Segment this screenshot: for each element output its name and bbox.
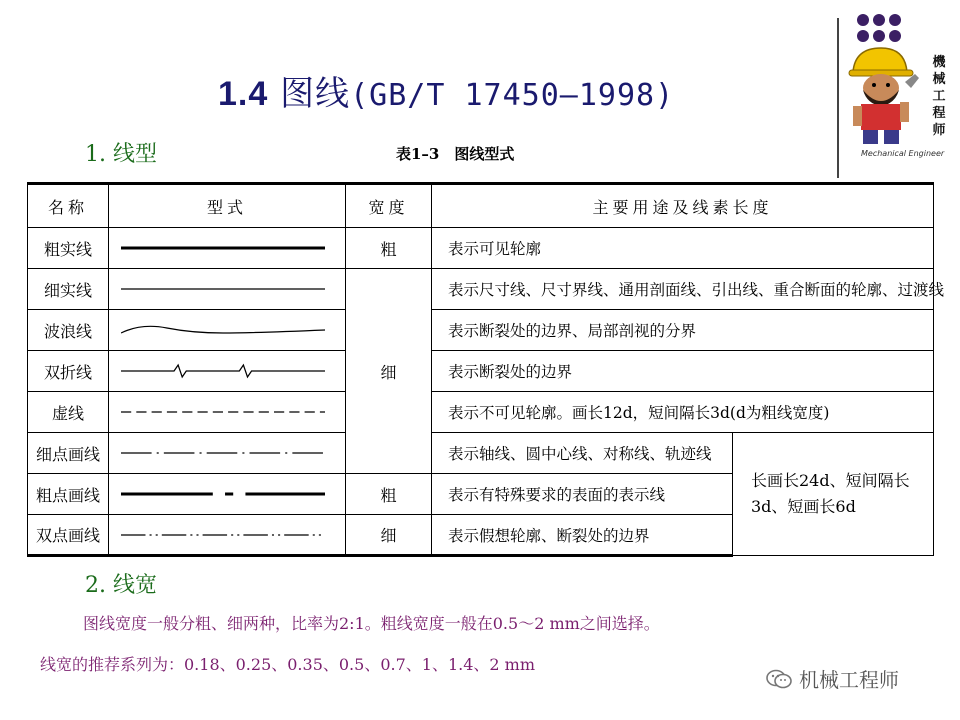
title-text: 图线 <box>280 74 351 114</box>
line-width: 粗 <box>346 474 432 515</box>
header-divider <box>837 18 839 178</box>
line-pattern-zigzag <box>109 351 346 392</box>
line-usage: 表示假想轮廓、断裂处的边界 <box>432 515 733 556</box>
logo-char: 工 <box>932 89 946 104</box>
line-name: 细实线 <box>28 269 109 310</box>
table-row <box>28 310 934 351</box>
line-type-table <box>27 182 945 557</box>
line-usage: 表示尺寸线、尺寸界线、通用剖面线、引出线、重合断面的轮廓、过渡线 <box>432 269 934 310</box>
line-name: 细点画线 <box>28 433 109 474</box>
line-name: 双点画线 <box>28 515 109 556</box>
header-name: 名称 <box>28 184 109 228</box>
wechat-icon <box>765 668 793 690</box>
section-heading-line-types: 1. 线型 <box>85 142 157 167</box>
watermark-text: 机械工程师 <box>799 668 899 692</box>
header-width: 宽度 <box>346 184 432 228</box>
line-width-paragraph: 图线宽度一般分粗、细两种，比率为2:1。粗线宽度一般在0.5～2 mm之间选择。 <box>83 614 660 633</box>
line-usage: 表示轴线、圆中心线、对称线、轨迹线 <box>432 433 733 474</box>
line-name: 波浪线 <box>28 310 109 351</box>
header-pattern: 型式 <box>109 184 346 228</box>
logo-char: 师 <box>932 123 946 138</box>
logo-char: 程 <box>932 106 946 121</box>
line-name: 粗点画线 <box>28 474 109 515</box>
table-row <box>28 433 934 474</box>
line-usage: 表示不可见轮廓。画长12d，短间隔长3d(d为粗线宽度) <box>432 392 934 433</box>
engineer-logo <box>843 42 953 160</box>
logo-text <box>929 54 949 139</box>
logo-char: 械 <box>932 72 946 87</box>
logo-char: 機 <box>932 55 946 70</box>
header-usage: 主要用途及线素长度 <box>432 184 934 228</box>
line-pattern-thick-solid <box>109 228 346 269</box>
dash-length-note: 长画长24d、短间隔长3d、短画长6d <box>733 433 934 556</box>
line-usage: 表示可见轮廓 <box>432 228 934 269</box>
line-pattern-wave <box>109 310 346 351</box>
line-width: 粗 <box>346 228 432 269</box>
line-width: 细 <box>346 269 432 474</box>
table-row <box>28 228 934 269</box>
line-name: 粗实线 <box>28 228 109 269</box>
table-row <box>28 351 934 392</box>
watermark <box>765 664 899 693</box>
line-pattern-thin-dash-dot <box>109 433 346 474</box>
line-width: 细 <box>346 515 432 556</box>
line-usage: 表示断裂处的边界、局部剖视的分界 <box>432 310 934 351</box>
line-name: 双折线 <box>28 351 109 392</box>
line-usage: 表示断裂处的边界 <box>432 351 934 392</box>
table-row <box>28 392 934 433</box>
line-pattern-dash-double-dot <box>109 515 346 556</box>
line-pattern-thin-solid <box>109 269 346 310</box>
line-pattern-thick-dash-dot <box>109 474 346 515</box>
table-header-row <box>28 184 934 228</box>
title-number: 1.4 <box>218 75 269 113</box>
table-row <box>28 269 934 310</box>
section-heading-line-widths: 2. 线宽 <box>85 573 157 598</box>
line-pattern-dashed <box>109 392 346 433</box>
recommended-widths-paragraph: 线宽的推荐系列为：0.18、0.25、0.35、0.5、0.7、1、1.4、2 mm <box>40 655 536 674</box>
line-usage: 表示有特殊要求的表面的表示线 <box>432 474 733 515</box>
table-caption: 表1–3 图线型式 <box>396 145 515 163</box>
engineer-mascot-icon <box>843 42 923 147</box>
title-standard: (GB/T 17450—1998) <box>350 78 675 113</box>
line-name: 虚线 <box>28 392 109 433</box>
page-title <box>218 66 674 115</box>
logo-caption: Mechanical Engineer <box>861 149 945 158</box>
